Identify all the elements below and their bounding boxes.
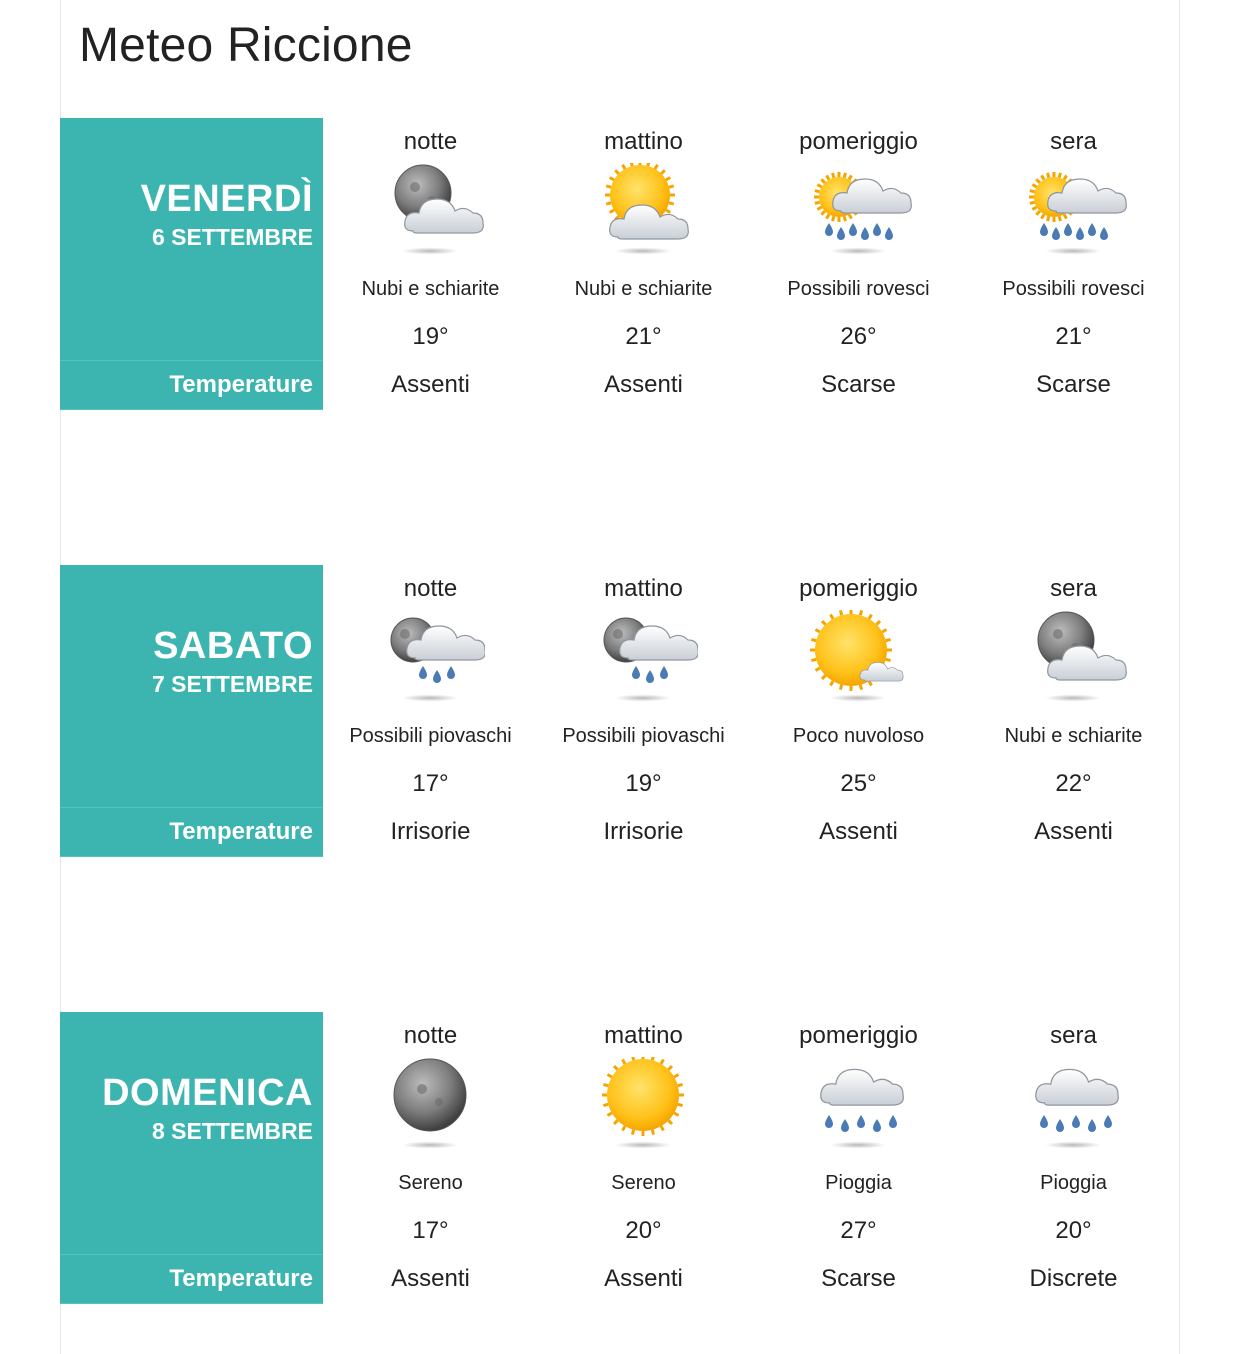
day-date: 6 SETTEMBRE [151,224,313,250]
day-panel [60,1012,323,1341]
moon-cloud-icon [1018,610,1128,705]
day-forecast [60,565,1180,894]
day-name: DOMENICA [102,1072,313,1114]
temperature-value: 17° [412,1217,449,1244]
day-header [60,1012,323,1254]
condition-text: Nubi e schiarite [574,278,713,300]
precipitation-label: Precipitazioni [60,1303,323,1352]
temperature-value: 19° [412,323,449,350]
precipitation-label: Precipitazioni [60,856,323,905]
precipitation-value: Irrisorie [390,818,471,845]
precipitation-value: Scarse [821,371,896,398]
day-date: 8 SETTEMBRE [151,1118,313,1144]
temperature-value: 27° [840,1217,877,1244]
temperature-label: Temperature [60,360,323,408]
period-label: pomeriggio [799,575,918,602]
temperature-label: Temperature [60,807,323,855]
temperature-value: 19° [625,770,662,797]
precipitation-value: Assenti [1034,818,1113,845]
precipitation-label: Precipitazioni [60,409,323,458]
period-label: sera [1050,575,1097,602]
day-forecast [60,118,1180,447]
period-label: sera [1050,1022,1097,1049]
period-label: mattino [604,1022,683,1049]
period-label: mattino [604,128,683,155]
condition-text: Sereno [611,1172,676,1194]
day-name: SABATO [153,625,313,667]
temperature-value: 17° [412,770,449,797]
precipitation-value: Assenti [604,371,683,398]
temperature-value: 25° [840,770,877,797]
condition-text: Possibili piovaschi [349,725,512,747]
condition-text: Nubi e schiarite [1004,725,1143,747]
condition-text: Possibili rovesci [1002,278,1145,300]
period-label: pomeriggio [799,1022,918,1049]
temperature-value: 26° [840,323,877,350]
sun-icon [588,1057,698,1152]
moon-icon [375,1057,485,1152]
condition-text: Possibili piovaschi [562,725,725,747]
temperature-value: 22° [1055,770,1092,797]
period-label: mattino [604,575,683,602]
day-header [60,118,323,360]
rain-cloud-icon [1018,1057,1128,1152]
precipitation-value: Assenti [819,818,898,845]
moon-light-rain-icon [588,610,698,705]
condition-text: Pioggia [825,1172,892,1194]
condition-text: Poco nuvoloso [792,725,925,747]
page-title: Meteo Riccione [79,19,413,72]
day-header [60,565,323,807]
condition-text: Sereno [398,1172,463,1194]
precipitation-value: Discrete [1029,1265,1118,1292]
period-label: notte [403,575,458,602]
temperature-value: 21° [1055,323,1092,350]
period-label: sera [1050,128,1097,155]
temperature-value: 20° [625,1217,662,1244]
sun-small-cloud-icon [803,610,913,705]
precipitation-value: Assenti [604,1265,683,1292]
period-label: notte [403,1022,458,1049]
sun-cloud-icon [588,163,698,258]
precipitation-value: Scarse [821,1265,896,1292]
condition-text: Pioggia [1040,1172,1107,1194]
day-panel [60,118,323,447]
condition-text: Possibili rovesci [787,278,930,300]
precipitation-value: Assenti [391,371,470,398]
day-panel [60,565,323,894]
precipitation-value: Irrisorie [603,818,684,845]
period-label: pomeriggio [799,128,918,155]
day-forecast [60,1012,1180,1341]
moon-light-rain-icon [375,610,485,705]
precipitation-value: Scarse [1036,371,1111,398]
temperature-value: 21° [625,323,662,350]
day-name: VENERDÌ [140,178,313,220]
precipitation-value: Assenti [391,1265,470,1292]
temperature-label: Temperature [60,1254,323,1302]
moon-cloud-icon [375,163,485,258]
rain-cloud-icon [803,1057,913,1152]
condition-text: Nubi e schiarite [361,278,500,300]
sun-rain-cloud-icon [1018,163,1128,258]
sun-rain-cloud-icon [803,163,913,258]
period-label: notte [403,128,458,155]
day-date: 7 SETTEMBRE [151,671,313,697]
temperature-value: 20° [1055,1217,1092,1244]
